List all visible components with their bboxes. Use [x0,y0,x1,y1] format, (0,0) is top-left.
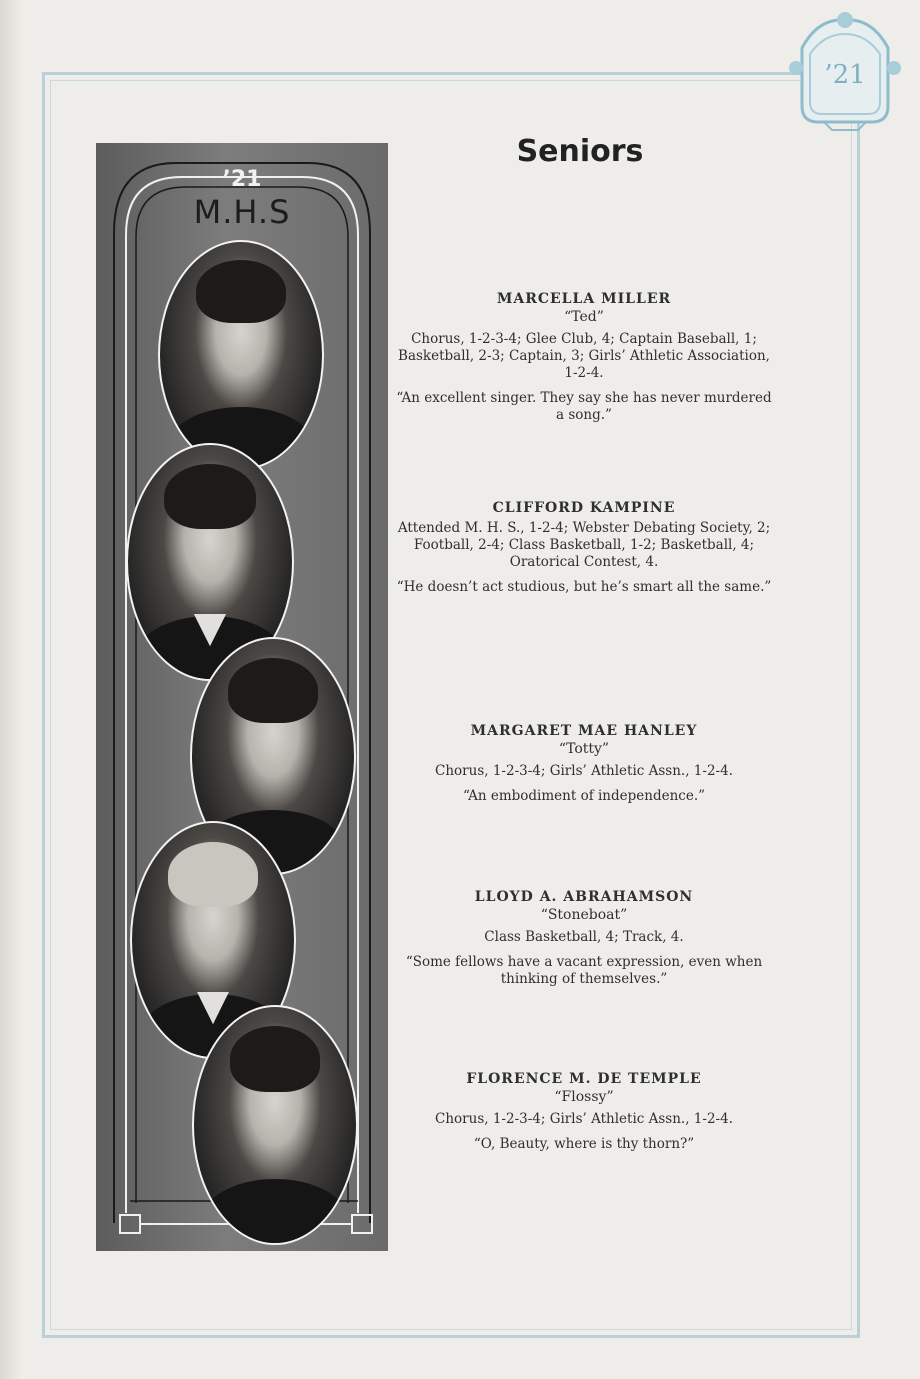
senior-activities: Chorus, 1-2-3-4; Girls’ Athletic Assn., 1-2-4. [435,763,733,779]
portrait-florence-de-temple [192,1005,358,1245]
senior-entry [396,723,772,805]
portrait-body [202,1179,348,1245]
portrait-marcella-miller [158,240,324,470]
senior-nickname: “Ted” [564,309,604,325]
crest-year-label: ’21 [824,60,866,90]
senior-activities: Attended M. H. S., 1-2-4; Webster Debating Society, 2; Football, 2-4; Class Basketball, 1-2; Basketball, 4; Oratorical Contest, 4. [397,520,771,570]
senior-entry [396,889,772,988]
senior-entry [396,1071,772,1153]
senior-quote: “An embodiment of independence.” [462,788,706,804]
senior-entry [396,500,772,596]
portrait-panel [96,143,388,1251]
portrait-hair [196,260,287,323]
panel-year-label: ’21 [222,167,262,192]
senior-activities: Chorus, 1-2-3-4; Glee Club, 4; Captain Baseball, 1; Basketball, 2-3; Captain, 3; Girls’ Athletic Association, 1-2-4. [398,331,770,381]
senior-name: MARCELLA MILLER [496,291,672,307]
senior-nickname: “Stoneboat” [540,907,628,923]
portrait-hair [230,1026,321,1092]
senior-quote: “O, Beauty, where is thy thorn?” [473,1136,695,1152]
senior-name: LLOYD A. ABRAHAMSON [474,889,694,905]
senior-nickname: “Flossy” [554,1089,614,1105]
page-spine [0,0,22,1379]
senior-entry [396,291,772,424]
portrait-hair [168,842,259,908]
senior-quote: “Some fellows have a vacant expression, even when thinking of themselves.” [405,954,763,987]
senior-name: MARGARET MAE HANLEY [470,723,698,739]
year-crest [788,10,902,132]
panel-handwriting: M.H.S [193,193,291,231]
senior-name: CLIFFORD KAMPINE [492,500,676,516]
senior-nickname: “Totty” [558,741,610,757]
senior-activities: Class Basketball, 4; Track, 4. [484,929,684,945]
senior-activities: Chorus, 1-2-3-4; Girls’ Athletic Assn., 1-2-4. [435,1111,733,1127]
portrait-hair [164,464,256,530]
portrait-hair [228,658,319,724]
senior-name: FLORENCE M. DE TEMPLE [466,1071,702,1087]
senior-quote: “He doesn’t act studious, but he’s smart all the same.” [396,579,772,595]
page-title: Seniors [516,134,644,169]
senior-quote: “An excellent singer. They say she has never murdered a song.” [396,390,772,423]
